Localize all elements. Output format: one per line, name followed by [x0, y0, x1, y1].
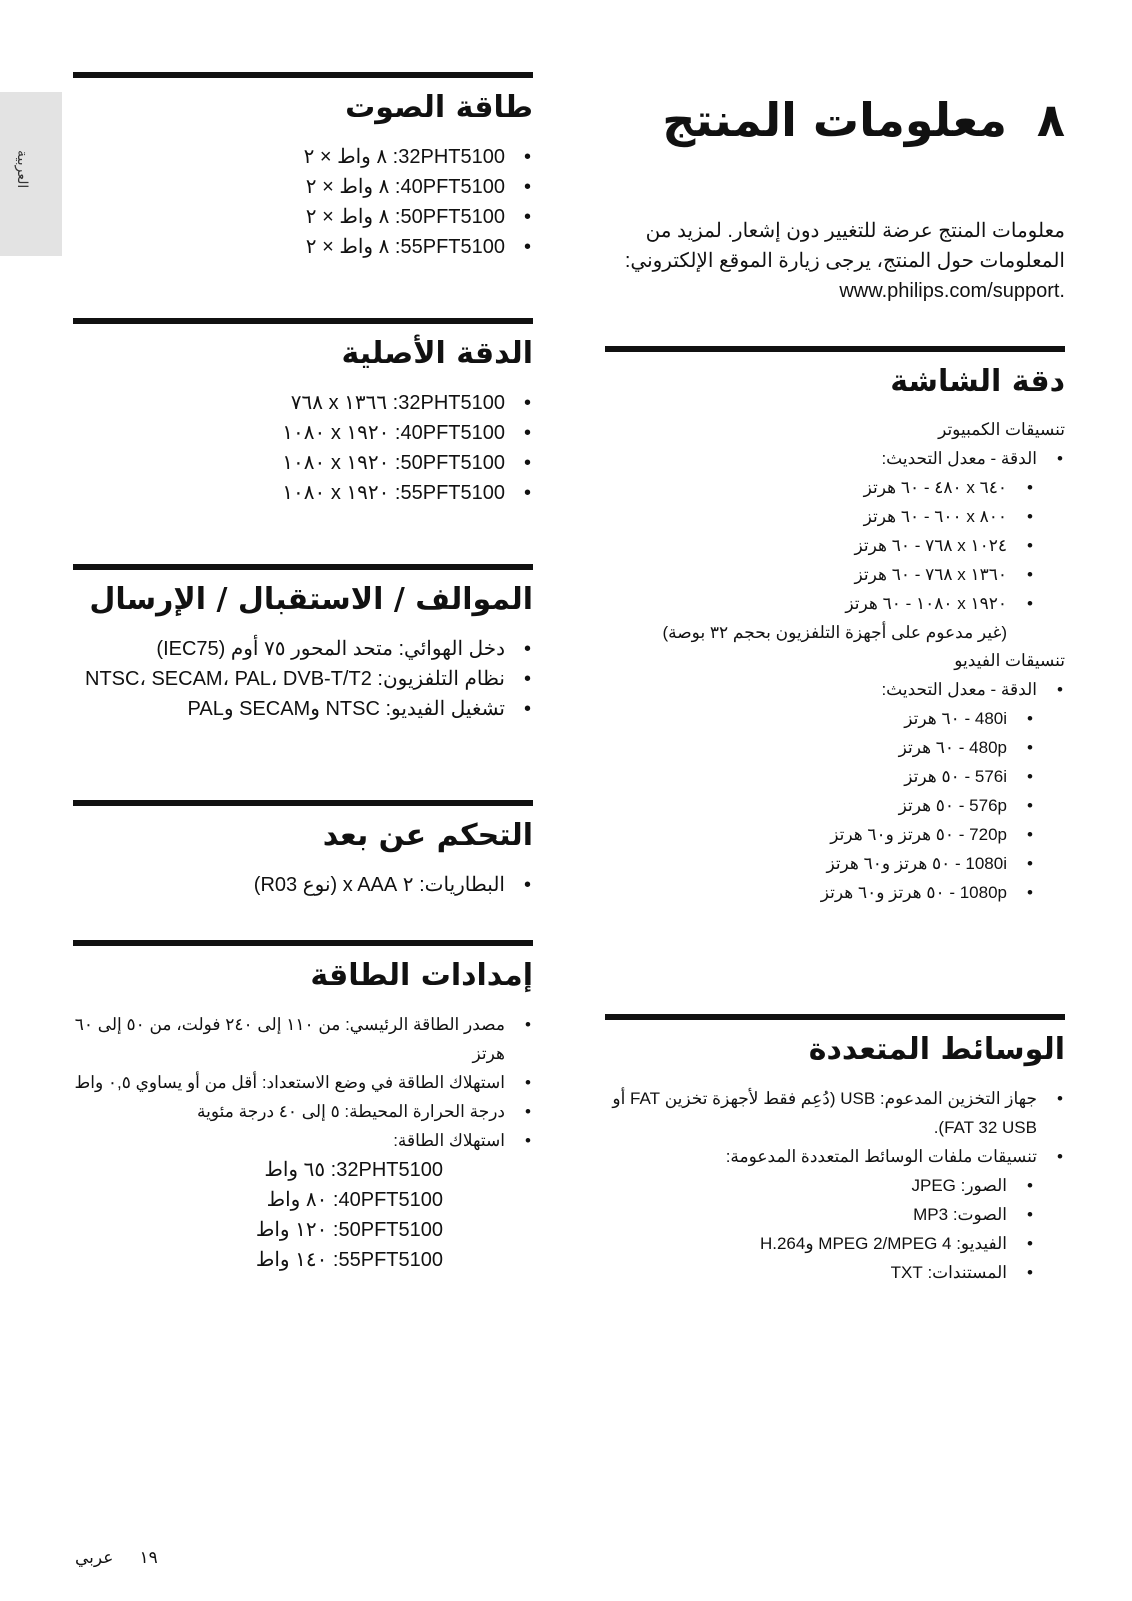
section-divider	[73, 564, 533, 570]
tv-system-item: • نظام التلفزيون: NTSC، SECAM، PAL، DVB-T/T2	[73, 664, 533, 694]
section-divider	[605, 346, 1065, 352]
video-formats-heading: تنسيقات الفيديو	[954, 651, 1065, 670]
power-item: • استهلاك الطاقة في وضع الاستعداد: أقل من أو يساوي ٠,٥ واط	[73, 1068, 533, 1097]
section-divider	[73, 800, 533, 806]
section-title: دقة الشاشة	[890, 364, 1065, 399]
section-title: الدقة الأصلية	[341, 336, 533, 371]
video-format-item: • 576i - ٥٠ هرتز	[605, 762, 1065, 791]
sound-power-item: • 40PFT5100: ٨ واط × ٢	[73, 172, 533, 202]
video-format-item: • 1080p - ٥٠ هرتز و٦٠ هرتز	[605, 878, 1065, 907]
usb-support-item: • جهاز التخزين المدعوم: USB (دُعِم فقط لأجهزة تخزين FAT أو FAT 32 USB).	[605, 1084, 1065, 1142]
section-title: التحكم عن بعد	[322, 818, 533, 853]
section-title: طاقة الصوت	[345, 90, 533, 125]
section-power-supply	[73, 940, 533, 1275]
media-format-item: • الفيديو: MPEG 2/MPEG 4 وH.264	[605, 1229, 1065, 1258]
antenna-input-item: • دخل الهوائي: متحد المحور ٧٥ أوم (IEC75)	[73, 634, 533, 664]
power-item: • مصدر الطاقة الرئيسي: من ١١٠ إلى ٢٤٠ فولت، من ٥٠ إلى ٦٠ هرتز	[73, 1010, 533, 1068]
sound-power-item: • 32PHT5100: ٨ واط × ٢	[73, 142, 533, 172]
power-item: • درجة الحرارة المحيطة: ٥ إلى ٤٠ درجة مئوية	[73, 1097, 533, 1126]
chapter-number: ٨	[1036, 93, 1065, 147]
language-tab-label: العربية	[14, 150, 30, 189]
power-consumption-item: 32PHT5100: ٦٥ واط	[264, 1159, 443, 1181]
section-divider	[605, 1014, 1065, 1020]
computer-formats-heading: تنسيقات الكمبيوتر	[938, 420, 1065, 439]
computer-format-item: • ١٠٢٤ x ٧٦٨ - ٦٠ هرتز	[605, 531, 1065, 560]
native-resolution-item: • 50PFT5100: ١٩٢٠ x ١٠٨٠	[73, 448, 533, 478]
section-divider	[73, 940, 533, 946]
computer-format-item: • ١٩٢٠ x ١٠٨٠ - ٦٠ هرتز	[605, 589, 1065, 618]
video-format-item: • 720p - ٥٠ هرتز و٦٠ هرتز	[605, 820, 1065, 849]
video-format-item: • 480i - ٦٠ هرتز	[605, 704, 1065, 733]
section-sound-power	[73, 72, 533, 262]
footer-language: عربي	[75, 1548, 114, 1567]
section-display-resolution	[605, 346, 1065, 907]
section-native-resolution	[73, 318, 533, 508]
section-title: الموالف / الاستقبال / الإرسال	[89, 582, 533, 617]
section-title: إمدادات الطاقة	[310, 958, 533, 993]
power-consumption-item: 50PFT5100: ١٢٠ واط	[255, 1219, 443, 1241]
section-remote-control	[73, 800, 533, 900]
computer-format-item: • ١٣٦٠ x ٧٦٨ - ٦٠ هرتز	[605, 560, 1065, 589]
video-rate-label: • الدقة - معدل التحديث:	[605, 675, 1065, 704]
media-format-item: • المستندات: TXT	[605, 1258, 1065, 1287]
computer-format-item: • ٦٤٠ x ٤٨٠ - ٦٠ هرتز	[605, 473, 1065, 502]
section-tuner	[73, 564, 533, 724]
section-title: الوسائط المتعددة	[808, 1032, 1065, 1067]
native-resolution-item: • 32PHT5100: ١٣٦٦ x ٧٦٨	[73, 388, 533, 418]
language-side-tab	[0, 92, 62, 256]
computer-format-note: (غير مدعوم على أجهزة التلفزيون بحجم ٣٢ بوصة)	[662, 623, 1007, 642]
sound-power-item: • 50PFT5100: ٨ واط × ٢	[73, 202, 533, 232]
power-consumption-item: 40PFT5100: ٨٠ واط	[266, 1189, 443, 1211]
page-footer	[75, 1548, 158, 1568]
video-format-item: • 480p - ٦٠ هرتز	[605, 733, 1065, 762]
computer-format-item: • ٨٠٠ x ٦٠٠ - ٦٠ هرتز	[605, 502, 1065, 531]
page-number: ١٩	[139, 1548, 158, 1567]
intro-text: معلومات المنتج عرضة للتغيير دون إشعار. لمزيد من المعلومات حول المنتج، يرجى زيارة الموقع الإلكتروني:	[624, 220, 1065, 272]
native-resolution-item: • 40PFT5100: ١٩٢٠ x ١٠٨٠	[73, 418, 533, 448]
video-format-item: • 1080i - ٥٠ هرتز و٦٠ هرتز	[605, 849, 1065, 878]
formats-heading-item: • تنسيقات ملفات الوسائط المتعددة المدعومة:	[605, 1142, 1065, 1171]
chapter-title	[605, 90, 1065, 150]
chapter-title-text: معلومات المنتج	[662, 93, 1007, 147]
computer-rate-label: • الدقة - معدل التحديث:	[605, 444, 1065, 473]
chapter-intro	[605, 216, 1065, 306]
sound-power-item: • 55PFT5100: ٨ واط × ٢	[73, 232, 533, 262]
section-multimedia	[605, 1014, 1065, 1287]
video-playback-item: • تشغيل الفيديو: NTSC وSECAM وPAL	[73, 694, 533, 724]
section-divider	[73, 72, 533, 78]
power-item: • استهلاك الطاقة:	[73, 1126, 533, 1155]
batteries-item: • البطاريات: ٢ x AAA (نوع R03)	[73, 870, 533, 900]
power-consumption-item: 55PFT5100: ١٤٠ واط	[255, 1249, 443, 1271]
native-resolution-item: • 55PFT5100: ١٩٢٠ x ١٠٨٠	[73, 478, 533, 508]
media-format-item: • الصور: JPEG	[605, 1171, 1065, 1200]
section-divider	[73, 318, 533, 324]
support-url[interactable]: www.philips.com/support.	[839, 280, 1065, 302]
media-format-item: • الصوت: MP3	[605, 1200, 1065, 1229]
video-format-item: • 576p - ٥٠ هرتز	[605, 791, 1065, 820]
